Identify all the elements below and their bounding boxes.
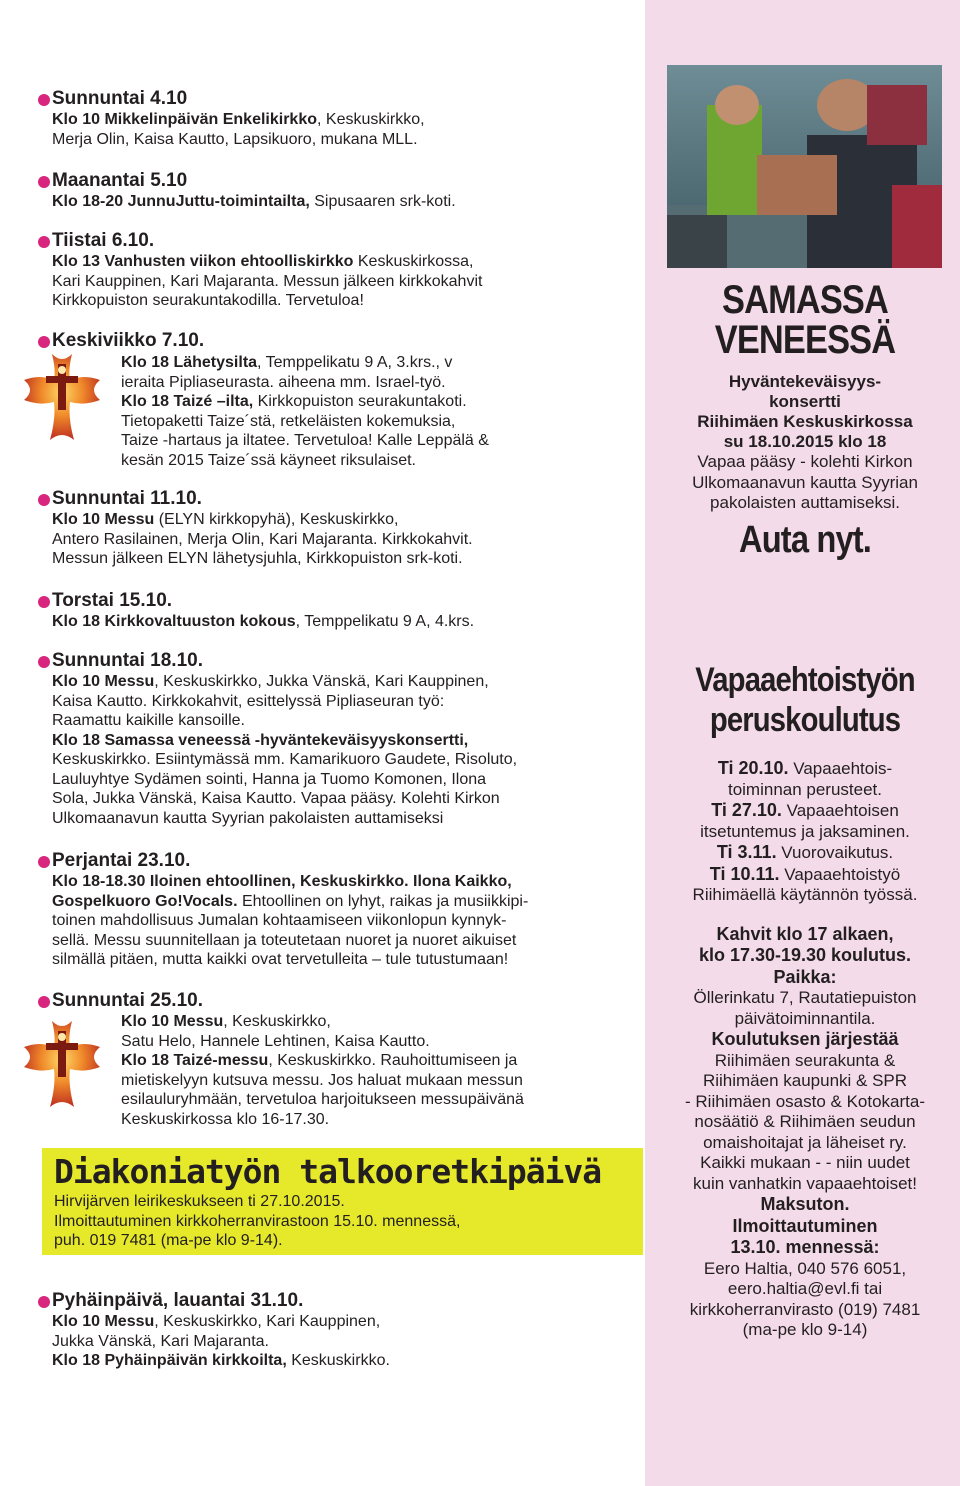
event-day: Tiistai 6.10. — [52, 230, 155, 251]
training-contact: eero.haltia@evl.fi tai — [727, 1279, 883, 1298]
event-line — [52, 789, 637, 809]
text-run: toinen mahdollisuus Jumalan kohtaamiseen viikonlopun kynnyk- — [52, 912, 507, 929]
text-run: Klo 18 Taizé –ilta, — [121, 393, 254, 410]
event-block — [52, 650, 637, 828]
text-run: Merja Olin, Kaisa Kautto, Lapsikuoro, mukana MLL. — [52, 130, 418, 148]
text-run: Klo 18 Kirkkovaltuuston kokous — [52, 613, 296, 630]
training-schedule-line — [660, 842, 950, 864]
taize-cross-icon — [22, 1018, 102, 1110]
diakonia-line: puh. 019 7481 (ma-pe klo 9-14). — [54, 1232, 283, 1249]
text-run: Kaisa Kautto. Kirkkokahvit, esittelyssä Pipliaseuran työ: — [52, 692, 445, 710]
text-run: Sipusaaren srk-koti. — [309, 193, 456, 210]
event-block — [52, 170, 637, 212]
diakonia-details — [54, 1192, 460, 1251]
training-detail: Riihimäen seurakunta & — [714, 1050, 896, 1070]
event-line — [52, 192, 637, 212]
diakonia-line: Hirvijärven leirikeskukseen ti 27.10.2015. — [54, 1193, 345, 1210]
event-day: Pyhäinpäivä, lauantai 31.10. — [52, 1290, 304, 1311]
taize-cross-icon — [22, 352, 102, 442]
event-line — [52, 130, 637, 150]
event-day-heading — [52, 88, 637, 110]
refugee-photo — [667, 65, 942, 268]
text-run: Kari Kauppinen, Kari Majaranta. Messun jälkeen kirkkokahvit — [52, 272, 483, 290]
text-run: sellä. Messu suunnitellaan ja toteutetaan nuoret ja nuoret aikuiset — [52, 931, 517, 949]
text-run: Sola, Jukka Vänskä, Kaisa Kautto. Vapaa pääsy. Kolehti Kirkon — [52, 790, 500, 807]
training-schedule-line — [660, 822, 950, 843]
event-day-heading — [52, 330, 637, 352]
training-detail: päivätoiminnantila. — [734, 1008, 876, 1028]
event-line — [121, 1071, 637, 1091]
diakonia-box — [42, 1148, 643, 1255]
event-line — [52, 672, 637, 692]
event-day-heading — [52, 1290, 637, 1312]
training-detail: Kahvit klo 17 alkaen, — [716, 923, 894, 944]
event-day-heading — [52, 170, 637, 192]
training-detail: Koulutuksen järjestää — [711, 1029, 899, 1049]
text-run: , Temppelikatu 9 A, 4.krs. — [295, 613, 475, 630]
event-block — [52, 330, 637, 352]
concert-text: pakolaisten auttamiseksi. — [710, 493, 900, 512]
event-line — [121, 431, 637, 451]
text-run: Klo 18 Pyhäinpäivän kirkkoilta, — [52, 1352, 287, 1369]
event-line — [121, 412, 637, 432]
event-line — [52, 510, 637, 530]
text-run: , Temppelikatu 9 A, 3.krs., v — [257, 354, 453, 371]
training-schedule-line — [660, 780, 950, 801]
bullet-dot — [38, 336, 50, 348]
event-day-heading — [52, 230, 637, 252]
training-contact: Eero Haltia, 040 576 6051, — [703, 1258, 907, 1278]
bullet-dot — [38, 236, 50, 248]
text-run: itsetuntemus ja jaksaminen. — [700, 821, 910, 841]
text-run: Riihimäellä käytännön työssä. — [692, 885, 918, 904]
text-run: silmällä pitäen, mutta kaikki ovat tervetulleita – tule tutustumaan! — [52, 951, 509, 968]
event-day: Sunnuntai 11.10. — [52, 488, 202, 509]
bullet-dot — [38, 596, 50, 608]
event-line — [52, 950, 637, 970]
event-line — [121, 373, 637, 393]
training-detail: nosäätiö & Riihimäen seudun — [694, 1112, 916, 1131]
text-run: Klo 18-18.30 Iloinen ehtoollinen, Keskuskirkko. Ilona Kaikko, — [52, 873, 512, 890]
event-line — [52, 291, 637, 311]
text-run: Klo 18-20 JunnuJuttu-toimintailta, — [52, 193, 310, 210]
bullet-dot — [38, 656, 50, 668]
event-line — [52, 549, 637, 569]
event-block — [121, 1012, 637, 1129]
text-run: Kirkkopuiston seurakuntakoti. — [253, 393, 467, 410]
training-contact: kirkkoherranvirasto (019) 7481 — [689, 1299, 921, 1319]
text-run: ieraita Pipliaseurasta. aiheena mm. Israel-työ. — [121, 373, 446, 391]
training-detail: 13.10. mennessä: — [730, 1237, 880, 1257]
text-run: , Keskuskirkko, — [317, 111, 425, 128]
bullet-dot — [38, 494, 50, 506]
event-line — [52, 731, 637, 751]
training-title: Vapaaehtoistyön — [695, 661, 915, 699]
training-promo — [660, 660, 950, 1341]
event-line — [52, 711, 637, 731]
text-run: Kirkkopuiston seurakuntakodilla. Tervetuloa! — [52, 292, 364, 309]
text-run: Klo 10 Messu — [121, 1013, 224, 1030]
text-run: toiminnan perusteet. — [727, 779, 883, 799]
text-run: Antero Rasilainen, Merja Olin, Kari Majaranta. Kirkkokahvit. — [52, 530, 473, 548]
event-line — [121, 392, 637, 412]
event-line — [121, 353, 637, 373]
text-run: esilauluryhmään, tervetuloa harjoitukseen messupäivänä — [121, 1091, 524, 1108]
concert-promo — [660, 280, 950, 560]
event-day: Perjantai 23.10. — [52, 850, 191, 871]
training-schedule-line — [660, 864, 950, 886]
concert-info: konsertti — [769, 392, 841, 411]
event-block — [121, 353, 637, 470]
text-run: Lauluyhtye Sydämen sointi, Hanna ja Tuomo Komonen, Ilona — [52, 770, 487, 788]
bullet-dot — [38, 94, 50, 106]
event-day: Keskiviikko 7.10. — [52, 330, 205, 351]
concert-info: Hyväntekeväisyys- — [728, 372, 882, 391]
event-day-heading — [52, 850, 637, 872]
text-run: kesän 2015 Taize´ssä käyneet riksulaiset. — [121, 451, 416, 469]
event-block — [52, 88, 637, 149]
text-run: Gospelkuoro Go!Vocals. — [52, 892, 238, 910]
event-line — [121, 1110, 637, 1130]
event-line — [52, 770, 637, 790]
event-line — [52, 1351, 637, 1371]
text-run: Klo 13 Vanhusten viikon ehtoolliskirkko — [52, 253, 354, 270]
text-run: Klo 18 Lähetysilta — [121, 354, 258, 371]
training-schedule-line — [660, 800, 950, 822]
event-day: Sunnuntai 25.10. — [52, 990, 203, 1011]
training-detail: Maksuton. — [760, 1194, 850, 1214]
event-line — [52, 872, 637, 892]
event-line — [52, 809, 637, 829]
text-run: Klo 10 Messu — [52, 673, 155, 690]
text-run: Raamattu kaikille kansoille. — [52, 712, 245, 729]
concert-text: Vapaa pääsy - kolehti Kirkon — [697, 452, 913, 471]
text-run: Klo 18 Taizé-messu — [121, 1052, 269, 1069]
event-line — [52, 612, 637, 632]
event-day: Maanantai 5.10 — [52, 170, 188, 191]
concert-info: Riihimäen Keskuskirkossa — [697, 412, 913, 431]
concert-info: su 18.10.2015 klo 18 — [723, 432, 887, 451]
bullet-dot — [38, 996, 50, 1008]
diakonia-title: Diakoniatyön talkooretkipäivä — [54, 1152, 602, 1191]
bullet-dot — [38, 856, 50, 868]
event-line — [121, 1051, 637, 1071]
event-day-heading — [52, 590, 637, 612]
concert-text: Ulkomaanavun kautta Syyrian — [692, 472, 918, 492]
training-detail: Ilmoittautuminen — [732, 1215, 878, 1236]
event-line — [52, 1312, 637, 1332]
text-run: Keskuskirkko. — [286, 1352, 390, 1369]
event-line — [121, 451, 637, 471]
training-title: peruskoulutus — [709, 701, 901, 739]
text-run: , Keskuskirkko, Jukka Vänskä, Kari Kauppinen, — [154, 673, 489, 690]
event-day-heading — [52, 990, 637, 1012]
event-line — [52, 252, 637, 272]
text-run: , Keskuskirkko, — [223, 1013, 331, 1030]
text-run: Klo 18 Samassa veneessä -hyväntekeväisyyskonsertti, — [52, 731, 469, 749]
text-run: Messun jälkeen ELYN lähetysjuhla, Kirkkopuiston srk-koti. — [52, 550, 463, 567]
text-run: Taize -hartaus ja iltatee. Tervetuloa! Kalle Leppälä & — [121, 432, 489, 449]
event-block — [52, 850, 637, 970]
concert-title: VENEESSÄ — [714, 318, 896, 362]
text-run: mietiskelyyn kutsuva messu. Jos haluat mukaan messun — [121, 1071, 523, 1089]
training-schedule-line — [660, 758, 950, 780]
text-run: Ti 3.11. — [716, 842, 777, 862]
event-line — [52, 892, 637, 912]
text-run: , Keskuskirkko, Kari Kauppinen, — [154, 1313, 381, 1330]
text-run: Vapaaehtoistyö — [779, 864, 901, 884]
event-day-heading — [52, 488, 637, 510]
event-block — [52, 488, 637, 569]
event-line — [121, 1032, 637, 1052]
event-line — [52, 272, 637, 292]
training-detail: - Riihimäen osasto & Kotokarta- — [685, 1091, 925, 1111]
concert-cta: Auta nyt. — [738, 518, 872, 561]
text-run: Ehtoollinen on lyhyt, raikas ja musiikkipi- — [237, 892, 529, 910]
event-line — [52, 931, 637, 951]
text-run: , Keskuskirkko. Rauhoittumiseen ja — [268, 1052, 518, 1069]
event-line — [52, 530, 637, 550]
text-run: Ti 27.10. — [711, 800, 782, 820]
diakonia-line: Ilmoittautuminen kirkkoherranvirastoon 15.10. mennessä, — [54, 1212, 461, 1230]
event-day: Sunnuntai 4.10 — [52, 88, 188, 109]
event-day: Sunnuntai 18.10. — [52, 650, 203, 671]
training-contact: (ma-pe klo 9-14) — [742, 1320, 868, 1339]
event-line — [52, 750, 637, 770]
text-run: Satu Helo, Hannele Lehtinen, Kaisa Kautto. — [121, 1032, 430, 1050]
event-line — [52, 1332, 637, 1352]
text-run: Keskuskirkko. Esiintymässä mm. Kamarikuoro Gaudete, Risoluto, — [52, 751, 518, 768]
text-run: Klo 10 Messu — [52, 1313, 155, 1330]
text-run: Vapaaehtois- — [788, 759, 893, 778]
training-schedule-line — [660, 885, 950, 906]
event-day: Torstai 15.10. — [52, 590, 173, 611]
event-line — [121, 1012, 637, 1032]
text-run: Klo 10 Messu — [52, 511, 155, 528]
text-run: Vapaaehtoisen — [781, 801, 899, 820]
text-run: Keskuskirkossa, — [353, 253, 474, 270]
concert-title: SAMASSA — [721, 278, 889, 322]
event-line — [121, 1090, 637, 1110]
text-run: Jukka Vänskä, Kari Majaranta. — [52, 1332, 269, 1350]
training-detail: Kaikki mukaan - - niin uudet — [700, 1153, 910, 1172]
text-run: Ti 20.10. — [717, 758, 789, 778]
event-block — [52, 990, 637, 1012]
event-line — [52, 911, 637, 931]
event-block — [52, 230, 637, 311]
training-detail: Öllerinkatu 7, Rautatiepuiston — [693, 988, 917, 1007]
text-run: Klo 10 Mikkelinpäivän Enkelikirkko — [52, 111, 317, 128]
event-day-heading — [52, 650, 637, 672]
training-detail: Paikka: — [773, 966, 837, 987]
event-line — [52, 110, 637, 130]
training-detail: klo 17.30-19.30 koulutus. — [698, 945, 912, 965]
bullet-dot — [38, 176, 50, 188]
event-block — [52, 1290, 637, 1371]
text-run: Vuorovaikutus. — [776, 843, 894, 862]
training-detail: omaishoitajat ja läheiset ry. — [703, 1132, 907, 1152]
text-run: (ELYN kirkkopyhä), Keskuskirkko, — [154, 511, 399, 528]
training-detail: kuin vanhatkin vapaaehtoiset! — [693, 1173, 917, 1193]
event-block — [52, 590, 637, 632]
text-run: Ulkomaanavun kautta Syyrian pakolaisten auttamiseksi — [52, 809, 444, 827]
text-run: Tietopaketti Taize´stä, retkeläisten kokemuksia, — [121, 412, 456, 430]
text-run: Keskuskirkossa klo 16-17.30. — [121, 1110, 330, 1128]
training-detail: Riihimäen kaupunki & SPR — [702, 1071, 908, 1090]
bullet-dot — [38, 1296, 50, 1308]
text-run: Ti 10.11. — [709, 863, 780, 884]
event-line — [52, 692, 637, 712]
